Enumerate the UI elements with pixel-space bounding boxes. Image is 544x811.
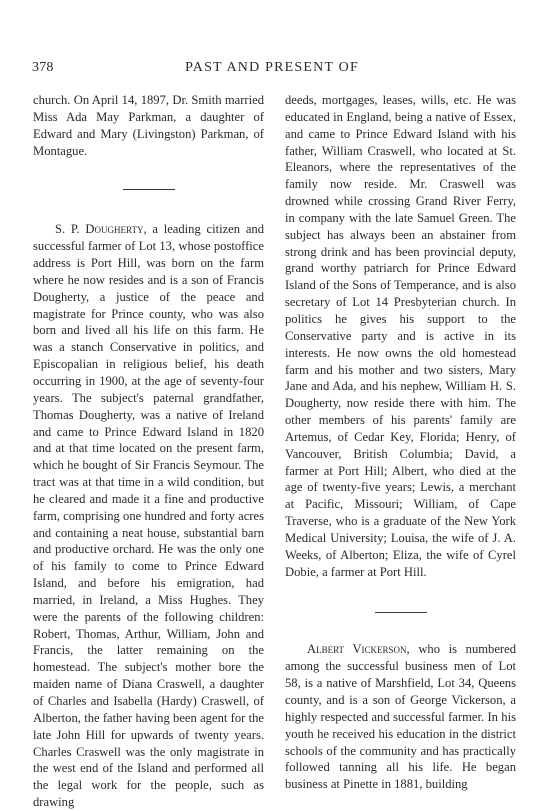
- biography-dougherty: [33, 221, 264, 811]
- right-column: [285, 92, 516, 793]
- section-divider: [375, 612, 427, 613]
- section-divider: [123, 189, 175, 190]
- subject-name: Albert Vickerson,: [307, 642, 410, 657]
- page-number: 378: [32, 60, 54, 75]
- continued-paragraph: deeds, mortgages, leases, wills, etc. He was educated in England, being a native of Essex, and came to Prince Edward Island with his father, William Craswell, who located at St. Eleanors, where the representatives of the family now reside. Mr. Craswell was drowned while crossing Grand River Ferry, in company with the late Samuel Green. The subject has always been an abstainer from strong drink and has been provincial deputy, grand worthy patriarch for Prince Edward Island of the Sons of Temperance, and is also secretary of Lot 14 Presbyterian church. In politics he gives his support to the Conservative party and is active in its interests. He now owns the old homestead farm and his mother and two sisters, Mary Jane and Ada, and his nephew, William H. S. Dougherty, now reside there with him. The other members of his parents' family are Artemus, of Cedar Key, Florida; Henry, of Vancouver, British Columbia; David, a farmer at Port Hill; Albert, who died at the age of twenty-five years; Lewis, a merchant at Pacific, Missouri; William, of Cape Traverse, who is a graduate of the New York Medical University; Louisa, the wife of J. A. Weeks, of Alberton; Eliza, the wife of Cyrel Dobie, a farmer at Port Hill.: [285, 93, 516, 579]
- biography-vickerson: [285, 641, 516, 793]
- biography-text: a leading citizen and successful farmer of Lot 13, whose postoffice address is Port Hill, was born on the farm where he now resides and is a son of Francis Dougherty, a justice of the peace and magistrate for Prince county, who was also born and lived all his life on this farm. He was a stanch Conservative in politics, and Episcopalian in religious belief, his death occurring in 1900, at the age of seventy-four years. The subject's paternal grandfather, Thomas Dougherty, was a native of Ireland and came to Prince Edward Island in 1820 and at that time located on the present farm, which he bought of Sir Francis Seymour. The tract was at that time in a wild condition, but he cleared and made it a fine and productive farm, comprising one hundred and forty acres and containing a neat house, substantial barn and productive orchard. He was the only one of his family to come to Prince Edward Island, and before his emigration, had married, in Ireland, a Miss Hughes. They were the parents of the following children: Robert, Thomas, Arthur, William, John and Francis, the latter remaining on the homestead. The subject's mother bore the maiden name of Diana Craswell, a daughter of Charles and Isabella (Hardy) Craswell, of Alberton, the father having been agent for the late John Hill for upwards of twenty years. Charles Craswell was the only magistrate in the west end of the Island and performed all the legal work for the people, such as drawing: [33, 222, 265, 810]
- left-column: [33, 92, 264, 811]
- continued-paragraph: church. On April 14, 1897, Dr. Smith married Miss Ada May Parkman, a daughter of Edward and Mary (Livingston) Parkman, of Montague.: [33, 93, 264, 158]
- running-head: PAST AND PRESENT OF: [185, 60, 359, 75]
- subject-name: S. P. Dougherty,: [55, 222, 147, 237]
- biography-text: who is numbered among the successful business men of Lot 58, is a native of Marshfield, Lot 34, Queens county, and is a son of George Vickerson, a highly respected and successful farmer. In his youth he received his education in the district schools of the community and has practically followed tanning all his life. He began business at Pinette in 1881, building: [285, 642, 516, 792]
